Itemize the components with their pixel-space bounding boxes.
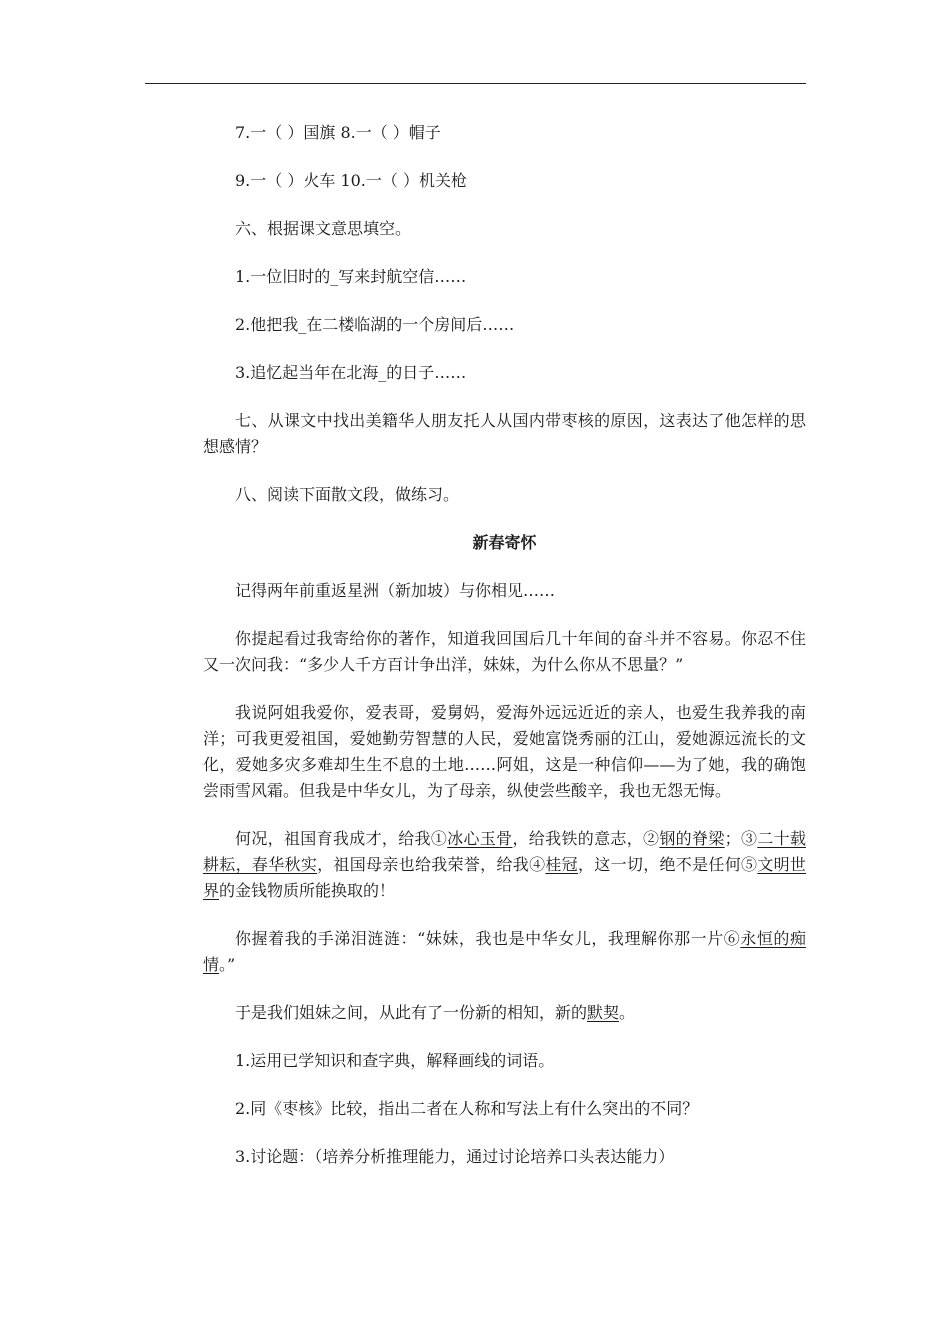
document-body xyxy=(203,120,806,1170)
exercise-line-9-10: 9.一（ ）火车 10.一（ ）机关枪 xyxy=(235,171,467,190)
fill-blank-1: 1.一位旧时的_写来封航空信…… xyxy=(235,267,467,286)
section-seven-question: 七、从课文中找出美籍华人朋友托人从国内带枣核的原因，这表达了他怎样的思想感情？ xyxy=(203,411,806,456)
underlined-term-2: 钢的脊梁 xyxy=(659,829,725,848)
essay-paragraph-2: 你提起看过我寄给你的著作，知道我回国后几十年间的奋斗并不容易。你忍不住又一次问我：“多少人千方百计争出洋，妹妹，为什么你从不思量？” xyxy=(203,629,806,674)
essay-paragraph-5: 你握着我的手涕泪涟涟：“妹妹，我也是中华女儿，我理解你那一片⑥永恒的痴情。” xyxy=(203,929,806,974)
essay-paragraph-3: 我说阿姐我爱你，爱表哥，爱舅妈，爱海外远远近近的亲人，也爱生我养我的南洋；可我更爱祖国，爱她勤劳智慧的人民，爱她富饶秀丽的江山，爱她源远流长的文化，爱她多灾多难却生生不息的土地……阿姐，这是一种信仰——为了她，我的确饱尝雨雪风霜。但我是中华女儿，为了母亲，纵使尝些酸辛，我也无怨无悔。 xyxy=(203,703,806,800)
section-eight-heading: 八、阅读下面散文段，做练习。 xyxy=(235,485,460,504)
underlined-term-6: 永恒的痴情 xyxy=(203,929,806,974)
essay-paragraph-1: 记得两年前重返星洲（新加坡）与你相见…… xyxy=(235,581,556,600)
question-1: 1.运用已学知识和查字典，解释画线的词语。 xyxy=(235,1051,555,1070)
underlined-term-5: 文明世界 xyxy=(203,855,806,900)
header-rule xyxy=(145,83,806,84)
underlined-term-1: 冰心玉骨 xyxy=(447,829,513,848)
exercise-line-7-8: 7.一（ ）国旗 8.一（ ）帽子 xyxy=(235,123,441,142)
underlined-term-4: 桂冠 xyxy=(545,855,578,874)
essay-title: 新春寄怀 xyxy=(472,533,537,552)
underlined-term-3: 二十载耕耘，春华秋实 xyxy=(203,829,806,874)
question-3: 3.讨论题：（培养分析推理能力，通过讨论培养口头表达能力） xyxy=(235,1147,675,1166)
fill-blank-3: 3.追忆起当年在北海_的日子…… xyxy=(235,363,467,382)
essay-paragraph-4: 何况，祖国育我成才，给我①冰心玉骨，给我铁的意志，②钢的脊梁；③二十载耕耘，春华秋实，祖国母亲也给我荣誉，给我④桂冠，这一切，绝不是任何⑤文明世界的金钱物质所能换取的！ xyxy=(203,829,806,900)
fill-blank-2: 2.他把我_在二楼临湖的一个房间后…… xyxy=(235,315,515,334)
essay-paragraph-6: 于是我们姐妹之间，从此有了一份新的相知，新的默契。 xyxy=(235,1003,636,1022)
underlined-term-7: 默契 xyxy=(587,1003,620,1022)
question-2: 2.同《枣核》比较，指出二者在人称和写法上有什么突出的不同？ xyxy=(235,1099,699,1118)
section-six-heading: 六、根据课文意思填空。 xyxy=(235,219,412,238)
